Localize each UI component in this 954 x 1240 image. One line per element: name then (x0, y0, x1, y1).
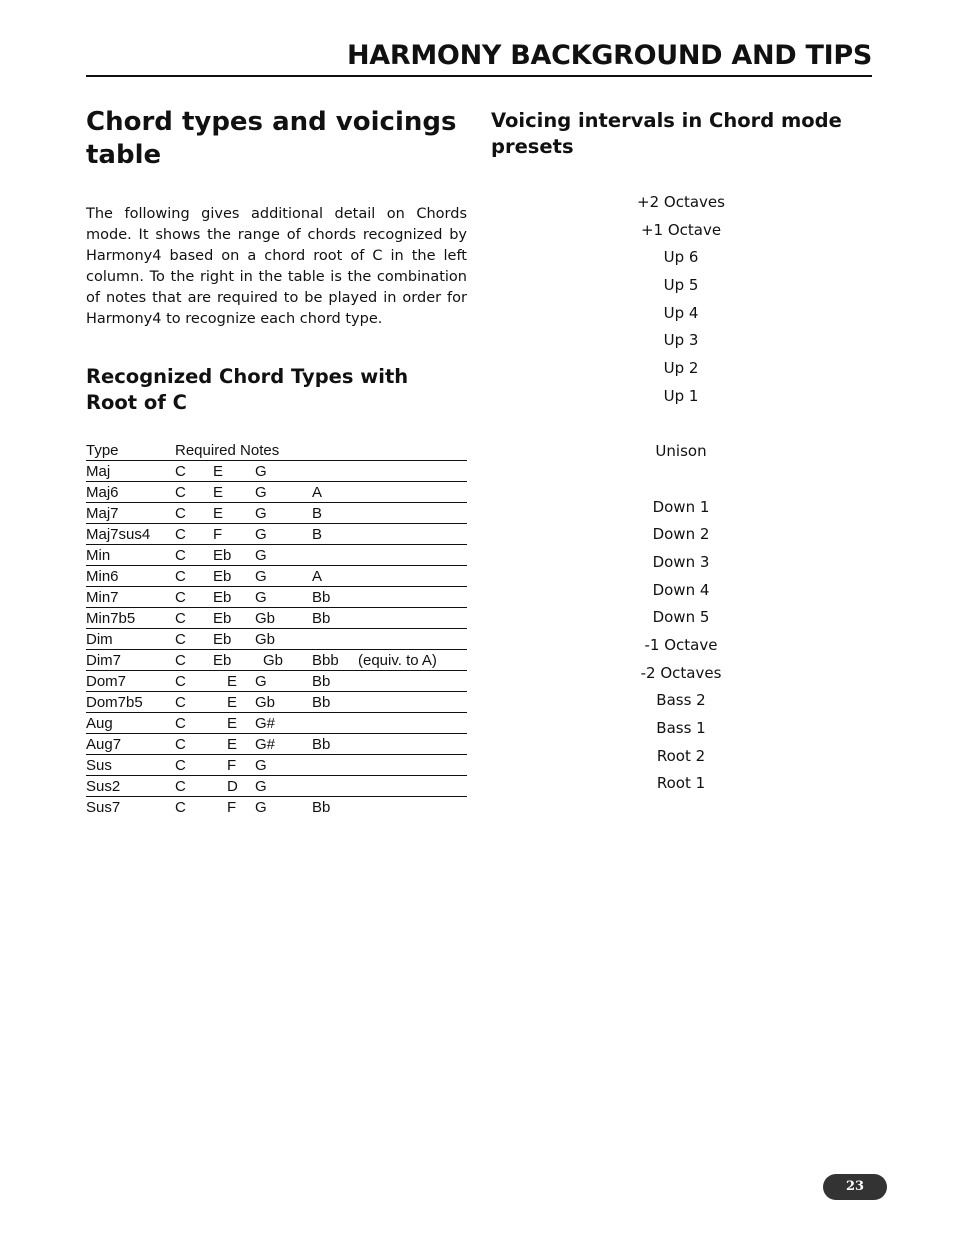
chord-note-cell: E (227, 694, 238, 711)
table-row (86, 482, 467, 503)
chord-note-cell: C (175, 610, 186, 627)
chord-note-cell: C (175, 589, 186, 606)
chord-type-cell: Sus (86, 757, 112, 774)
voicing-item: +2 Octaves (637, 193, 725, 211)
table-row (86, 650, 467, 671)
table-row (86, 671, 467, 692)
header-required-notes: Required Notes (175, 442, 280, 459)
chord-type-cell: Maj7sus4 (86, 526, 151, 543)
voicing-item-unison: Unison (655, 442, 707, 461)
chord-note-cell: C (175, 568, 186, 585)
table-row (86, 755, 467, 776)
chord-types-table (86, 440, 467, 818)
chord-note-cell: Bb (312, 736, 331, 753)
page-number-badge: 23 (823, 1174, 887, 1200)
chord-type-cell: Aug7 (86, 736, 122, 753)
chord-note-cell: Gb (255, 694, 276, 711)
chord-note-cell: Bb (312, 673, 331, 690)
chord-note-cell: B (312, 505, 323, 522)
chord-type-cell: Min7 (86, 589, 119, 606)
section-title: Chord types and voicings table (86, 107, 457, 170)
voicing-upper-group (581, 189, 781, 411)
table-row (86, 608, 467, 629)
voicing-spacer (581, 466, 781, 494)
chord-note-cell: A (312, 484, 323, 501)
chord-note-cell: G (255, 757, 267, 774)
chord-note-cell: G (255, 778, 267, 795)
chord-type-cell: Dom7 (86, 673, 127, 690)
voicing-item: -1 Octave (644, 636, 718, 654)
chord-note-cell: Bbb (312, 652, 339, 669)
chord-note-cell: C (175, 505, 186, 522)
chord-note-cell: F (227, 757, 237, 774)
chord-note-cell: Gb (255, 610, 276, 627)
chord-type-cell: Dom7b5 (86, 694, 143, 711)
voicing-lower-group (581, 494, 781, 799)
chord-note-cell: C (175, 484, 186, 501)
chord-note-cell: C (175, 757, 186, 774)
chord-type-cell: Sus2 (86, 778, 121, 795)
chord-note-cell: C (175, 715, 186, 732)
chord-types-subtitle: Recognized Chord Types with Root of C (86, 365, 409, 414)
chord-type-cell: Dim7 (86, 652, 122, 669)
chord-note-cell: E (213, 463, 224, 480)
voicing-item: Bass 1 (656, 719, 706, 738)
chord-type-cell: Dim (86, 631, 113, 648)
voicing-item: Down 4 (652, 580, 710, 599)
table-body (86, 461, 467, 818)
chord-type-cell: Sus7 (86, 799, 121, 816)
chord-note-cell: G# (255, 736, 276, 753)
chord-note-cell: G# (255, 715, 276, 732)
chord-note-cell: C (175, 799, 186, 816)
chord-note-cell: D (227, 778, 238, 795)
chord-type-cell: Maj7 (86, 505, 119, 522)
voicing-item: Up 6 (663, 248, 699, 267)
chord-note-cell: G (255, 799, 267, 816)
chord-note-cell: E (227, 736, 238, 753)
chord-note-cell: G (255, 526, 267, 543)
chord-note-cell: G (255, 484, 267, 501)
chord-note-cell: E (227, 715, 238, 732)
chord-note-cell: C (175, 673, 186, 690)
page-header-title: HARMONY BACKGROUND AND TIPS (346, 40, 872, 71)
chord-note-cell: Eb (213, 610, 232, 627)
chord-note-cell: F (213, 526, 223, 543)
chord-note-cell: Eb (213, 631, 232, 648)
table-row (86, 503, 467, 524)
chord-type-cell: Min7b5 (86, 610, 136, 627)
voicing-item: Up 3 (663, 331, 699, 350)
table-header-row (86, 440, 467, 461)
chord-note-cell: G (255, 568, 267, 585)
chord-note-cell: Bb (312, 589, 331, 606)
table-row (86, 629, 467, 650)
table-row (86, 692, 467, 713)
voicing-intervals-title: Voicing intervals in Chord mode presets (491, 109, 842, 158)
intro-paragraph: The following gives additional detail on Chords mode. It shows the range of chords recognized by Harmony4 based on a chord root of C in the left column. To the right in the table is the combination of notes that are required to be played in order for Harmony4 to recognize each chord type. (86, 206, 467, 327)
chord-note-cell: Eb (213, 547, 232, 564)
table-row (86, 776, 467, 797)
table-row (86, 566, 467, 587)
voicing-item: Up 5 (663, 276, 699, 295)
chord-note-cell: Bb (312, 694, 331, 711)
chord-note-cell: E (227, 673, 238, 690)
voicing-item: +1 Octave (640, 220, 722, 239)
chord-note-cell: G (255, 673, 267, 690)
chord-note-cell: C (175, 694, 186, 711)
voicing-item: Down 1 (652, 497, 710, 516)
chord-note-cell: C (175, 652, 186, 669)
voicing-item: Down 2 (652, 525, 710, 544)
table-row (86, 545, 467, 566)
table-row (86, 797, 467, 818)
chord-note-cell: Eb (213, 568, 232, 585)
table-row (86, 713, 467, 734)
voicing-item: Up 4 (663, 303, 699, 322)
voicing-item: Up 1 (663, 386, 699, 405)
chord-note-cell: C (175, 736, 186, 753)
chord-type-cell: Maj (86, 463, 111, 480)
header-type: Type (86, 442, 119, 459)
chord-note-cell: C (175, 778, 186, 795)
voicing-item: Root 2 (656, 746, 706, 765)
chord-note-cell: Gb (263, 652, 284, 669)
voicing-item: Up 2 (663, 359, 699, 378)
voicing-intervals-list (581, 189, 781, 798)
chord-note-cell: E (213, 484, 224, 501)
chord-note-cell: Eb (213, 589, 232, 606)
chord-note-cell: G (255, 547, 267, 564)
header-divider (86, 75, 872, 77)
chord-type-cell: Min (86, 547, 111, 564)
chord-note-cell: C (175, 631, 186, 648)
voicing-item: Down 3 (652, 552, 710, 571)
chord-type-cell: Aug (86, 715, 113, 732)
table-row (86, 734, 467, 755)
chord-type-cell: Min6 (86, 568, 119, 585)
chord-note-remark: (equiv. to A) (358, 652, 437, 669)
chord-note-cell: C (175, 547, 186, 564)
chord-note-cell: Gb (255, 631, 276, 648)
chord-note-cell: C (175, 463, 186, 480)
chord-note-cell: G (255, 463, 267, 480)
chord-note-cell: A (312, 568, 323, 585)
voicing-item: Root 1 (656, 774, 706, 793)
chord-note-cell: G (255, 589, 267, 606)
chord-note-cell: Bb (312, 610, 331, 627)
table-row (86, 524, 467, 545)
voicing-item: Bass 2 (656, 691, 706, 710)
table-row (86, 461, 467, 482)
table-row (86, 587, 467, 608)
voicing-spacer (581, 411, 781, 439)
chord-note-cell: Eb (213, 652, 232, 669)
voicing-item: Down 5 (652, 608, 710, 627)
chord-note-cell: F (227, 799, 237, 816)
voicing-item: -2 Octaves (640, 663, 722, 682)
chord-note-cell: G (255, 505, 267, 522)
chord-note-cell: B (312, 526, 323, 543)
chord-note-cell: C (175, 526, 186, 543)
chord-type-cell: Maj6 (86, 484, 119, 501)
chord-note-cell: Bb (312, 799, 331, 816)
chord-note-cell: E (213, 505, 224, 522)
